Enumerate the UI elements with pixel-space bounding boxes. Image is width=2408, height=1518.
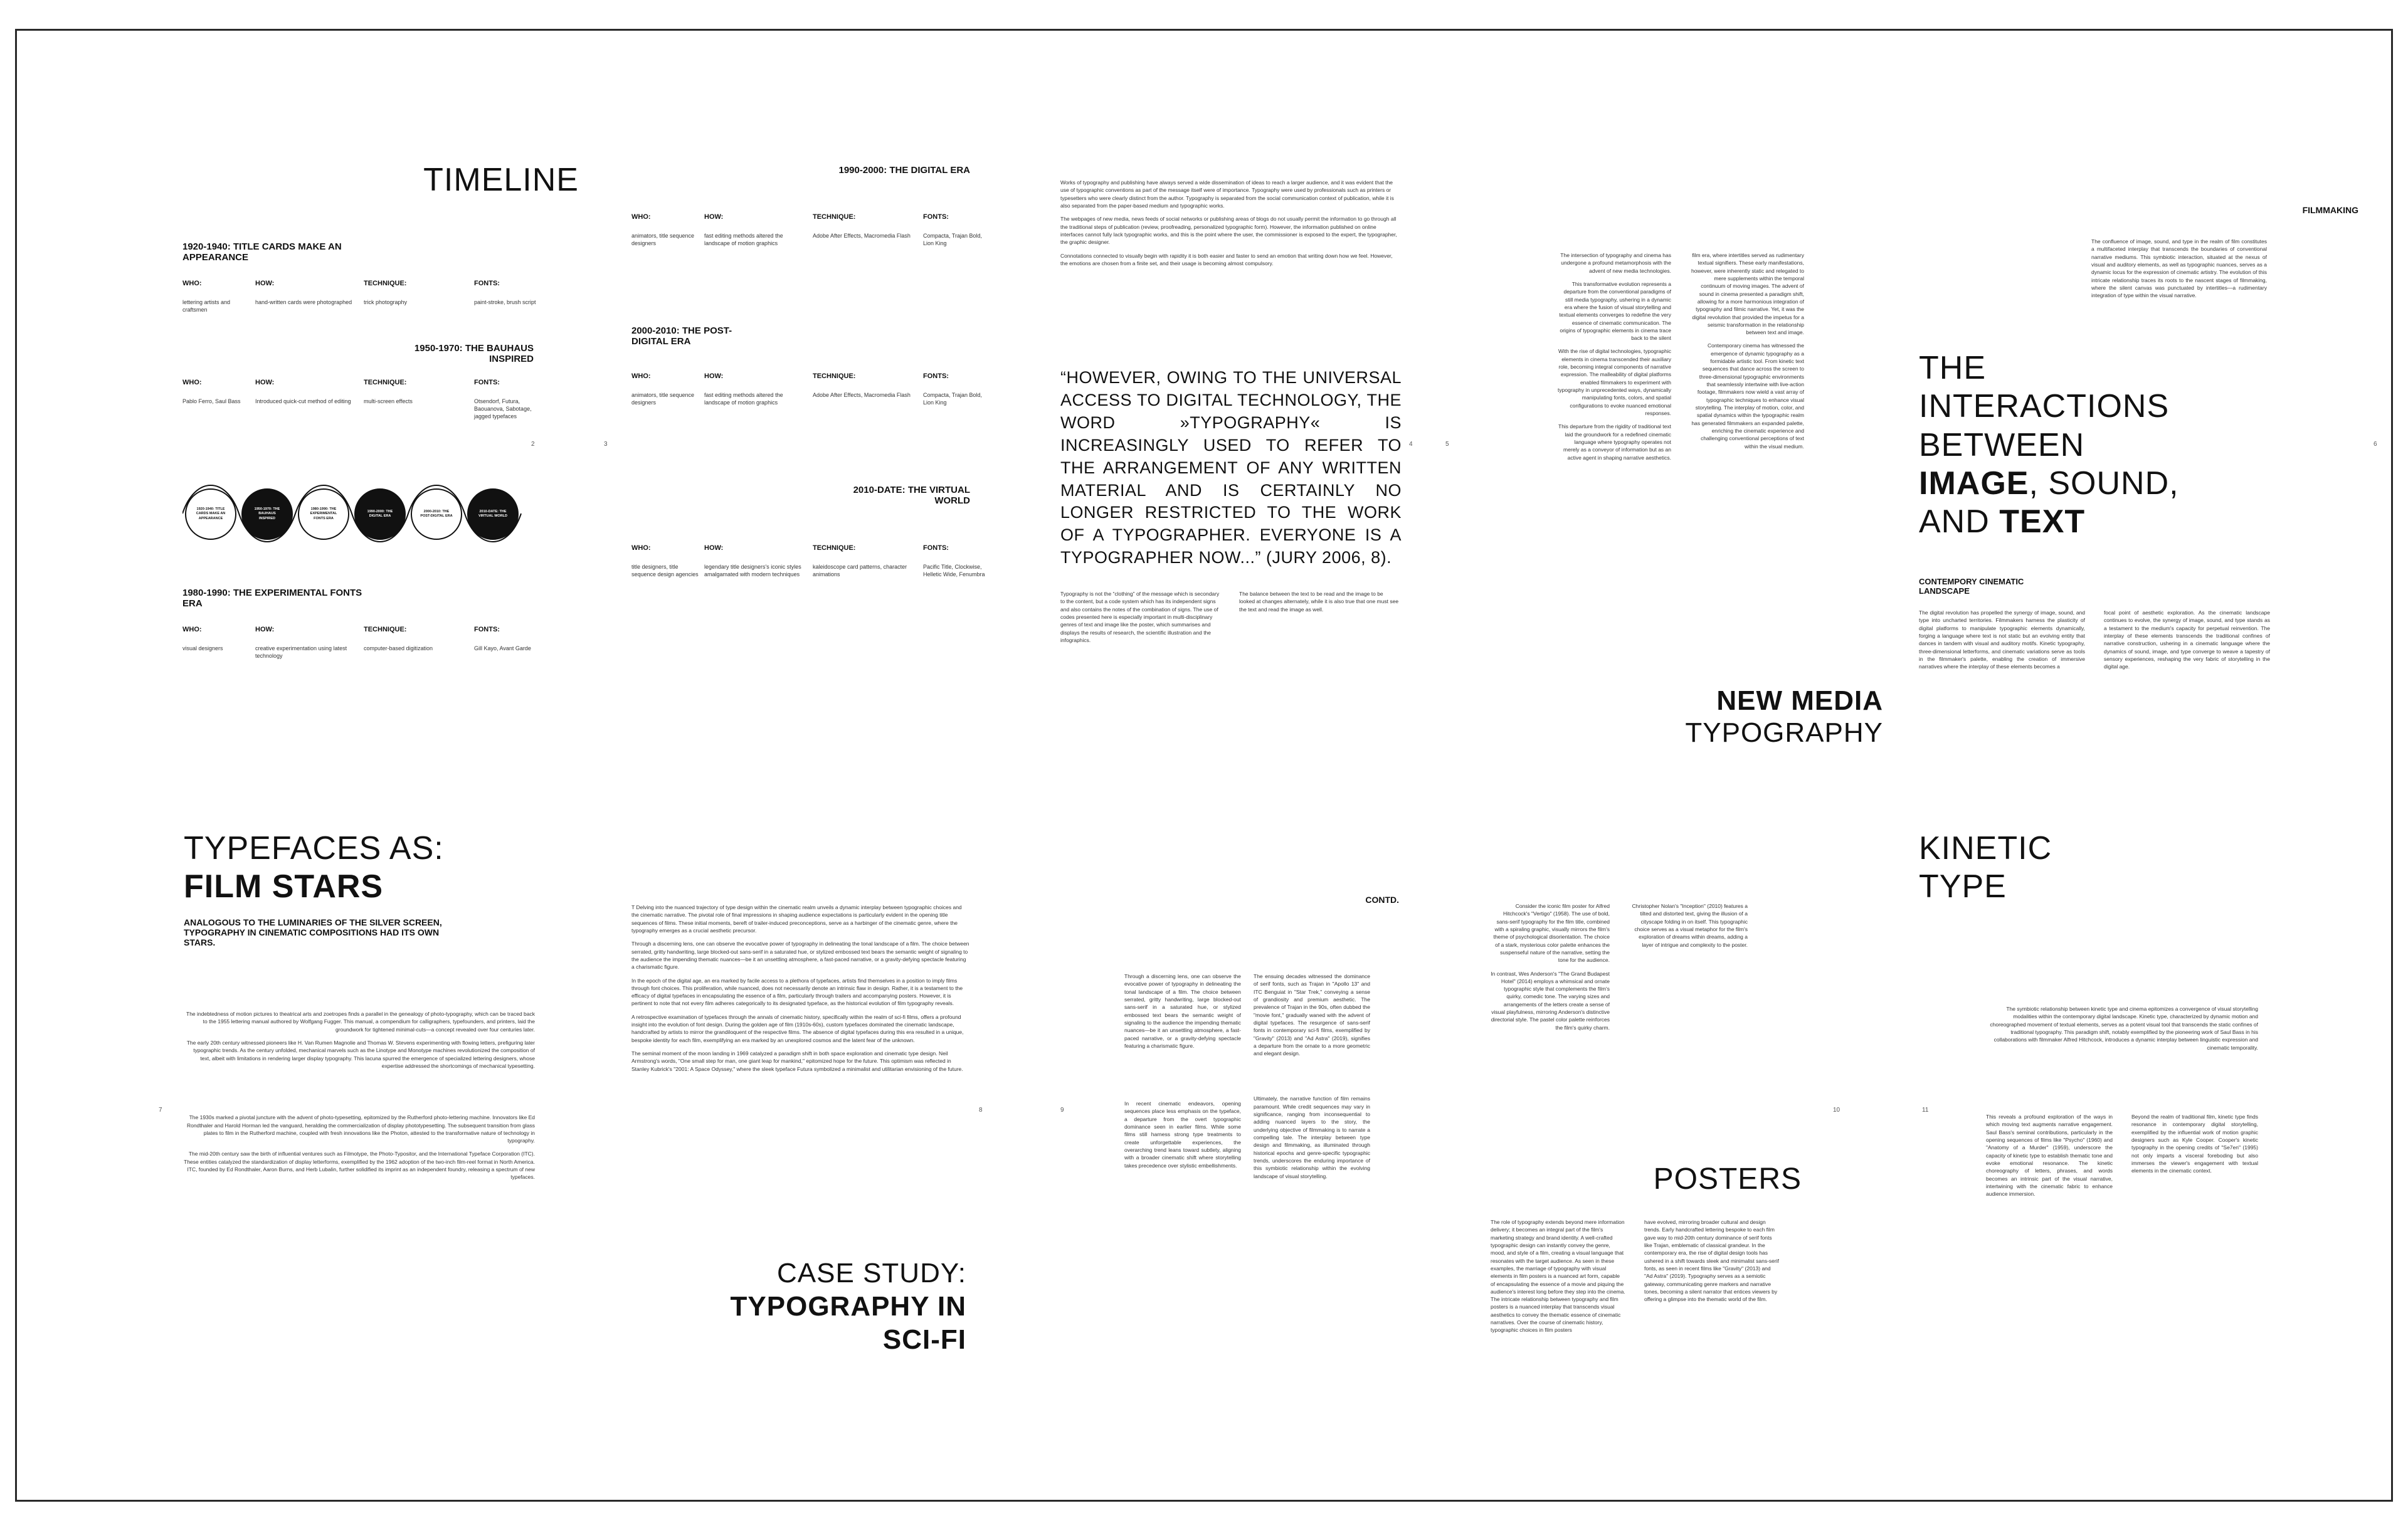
who-label: WHO: xyxy=(631,213,651,221)
paragraph: The early 20th century witnessed pioneers like H. Van Rumen Magnolie and Thomas W. Stevens experimenting with flowing letters, prefiguring later typographic trends. As the century unfolded, mechanical marvels such as the Linotype and Monotype machines revolutionized the composition of text, albeit with limitations in rendering larger display typography. This lacuna spurred the emergence of specialized lettering designers, whose expertise addressed the shortcomings of mechanical typesetting. xyxy=(186,1039,535,1069)
page-number: 10 xyxy=(1833,1107,1840,1114)
fonts-value: Gill Kayo, Avant Garde xyxy=(474,645,531,651)
title-light: CASE STUDY: xyxy=(777,1258,966,1289)
who-value: animators, title sequence designers xyxy=(631,233,695,247)
era-title: 1920-1940: TITLE CARDS MAKE AN APPEARANCE xyxy=(182,241,342,263)
technique-label: TECHNIQUE: xyxy=(364,279,407,287)
intro-text xyxy=(1060,179,1399,273)
title-line: AND xyxy=(1919,503,1990,540)
paragraph: In the epoch of the digital age, an era marked by facile access to a plethora of typefaces, artists find themselves in a position to imply films through font choices. This proliferation, while nuanced, does not necessarily denote an intrinsic flaw in design. Rather, it is a testament to the efficacy of digital typefaces in encapsulating the essence of a film, particularly through trailers and accompanying posters. However, it is pertinent to note that not every film adheres categorically to its designated typeface, as the historical evolution of film typography reveals. xyxy=(631,977,963,1007)
case-study-text xyxy=(631,904,970,1078)
title-line: THE xyxy=(1919,350,1986,386)
film-stars-text xyxy=(184,1010,535,1187)
page-kinetic-type xyxy=(1908,767,2393,1502)
era-1990 xyxy=(631,165,1008,248)
paragraph: This transformative evolution represents a departure from the conventional paradigms of still media typography, ushering in a dynamic era where the fusion of visual storytelling and textual elements converges to redefine the very essence of cinematic communication. The origins of typographic elements in cinema trace back to the silent xyxy=(1559,280,1671,342)
era-2010 xyxy=(631,485,1008,578)
column-left: Typography is not the “clothing” of the message which is secondary to the content, but a code system which has its independent signs and also contains the notes of the combination of signs. The use of codes presented here is especially important in multi-disciplinary genres of text and image like the poster, which summarises and displays the results of research, the scientific illustration and the infographics. xyxy=(1060,591,1220,643)
page-number: 8 xyxy=(979,1107,983,1114)
era-title: 2010-DATE: THE VIRTUAL WORLD xyxy=(853,485,970,507)
paragraph: T Delving into the nuanced trajectory of type design within the cinematic realm unveils a dynamic interplay between typographic choices and the cinematic narrative. The pivotal role of final impressions in shaping audience expectations is particularly evident in the opening title sequences of films. These initial moments, bereft of trailer-induced preconceptions, serve as a harbinger of the cinematic genre, where the typography emerges as a crucial aesthetic precursor. xyxy=(631,904,962,934)
column-right: have evolved, mirroring broader cultural and design trends. Early handcrafted lettering bespoke to each film gave way to mid-20th century dominance of serif fonts like Trajan, emblematic of classical grandeur. In the contemporary era, the rise of digital design tools has ushered in a shift towards sleek and minimalist sans-serif fonts, as seen in recent films like "Gravity" (2013) and "Ad Astra" (2019). Typography serves as a semiotic gateway, communicating genre markers and narrative tones, becoming a silent narrator that entices viewers by offering a glimpse into the thematic world of the film. xyxy=(1644,1219,1779,1303)
how-value: Introduced quick-cut method of editing xyxy=(255,398,351,404)
page-quote xyxy=(1048,31,1424,767)
page-number: 6 xyxy=(2374,441,2377,448)
quote-columns xyxy=(1060,590,1399,644)
era-title: 1990-2000: THE DIGITAL ERA xyxy=(838,165,970,176)
filmmaking-heading: FILMMAKING xyxy=(2302,205,2358,215)
how-label: HOW: xyxy=(704,544,724,552)
page-contd xyxy=(1048,767,1424,1502)
column-left: The role of typography extends beyond mere information delivery; it becomes an integral part of the film's marketing strategy and brand identity. A well-crafted typographic design can instantly convey the genre, mood, and style of a film, creating a visual language that resonates with the target audience. As seen in these examples, the marriage of typography with visual elements in film posters is a nuanced art form, capable of encapsulating the essence of a movie and piquing the audience's interest long before they step into the cinema. The intricate relationship between typography and film posters is a nuanced interplay that transcends visual aesthetics to convey the thematic essence of cinematic narratives. Over the course of cinematic history, typographic choices in film posters xyxy=(1491,1219,1625,1334)
page-interactions xyxy=(1908,31,2393,767)
interactions-title xyxy=(1919,349,2270,542)
fonts-label: FONTS: xyxy=(923,213,949,221)
era-1950 xyxy=(182,343,534,420)
how-label: HOW: xyxy=(255,279,275,287)
kinetic-intro: The symbiotic relationship between kinetic type and cinema epitomizes a convergence of visual storytelling modalities within the contemporary digital landscape. Kinetic type, characterized by dynamic motion and choreographed movement of textual elements, serves as a potent visual tool that transcends the static confines of traditional typography. This paradigm shift, notably exemplified by the pioneering work of Saul Bass in his collaborations with filmmaker Alfred Hitchcock, introduces a dynamic interplay between linguistic expression and cinematic temporality. xyxy=(1990,1006,2258,1051)
how-label: HOW: xyxy=(255,625,275,633)
who-label: WHO: xyxy=(182,378,202,386)
title-bold-image: IMAGE xyxy=(1919,465,2029,502)
column-b xyxy=(1690,251,1804,456)
page-number: 4 xyxy=(1409,441,1413,448)
page-digital-era xyxy=(579,31,1048,767)
fonts-label: FONTS: xyxy=(474,625,500,633)
paragraph: A retrospective examination of typefaces through the annals of cinematic history, specifically within the realm of sci-fi films, offers a profound insight into the evolution of font design. During the golden age of film (1910s-60s), custom typefaces dominated the cinematic landscape, handcrafted by artists to mirror the grandiloquent of the respective films. The absence of digital typefaces during this era resulted in a unique, bespoke identity for each film, exemplifying an era marked by an unexplored cosmos and the latent fear of the unknown. xyxy=(631,1013,964,1043)
case-study-title xyxy=(615,1257,966,1356)
title-line: , SOUND, xyxy=(2029,465,2179,502)
page-number: 9 xyxy=(1060,1107,1064,1114)
page-posters xyxy=(1424,767,1908,1502)
fonts-label: FONTS: xyxy=(923,372,949,380)
timeline-circle-1: 1920-1940: TITLE CARDS MAKE AN APPEARANCE xyxy=(185,488,236,540)
paragraph: The indebtedness of motion pictures to theatrical arts and zoetropes finds a parallel in the genealogy of photo-typography, which can be traced back to the 1955 lettering manual authored by Wolfgang Fugger. This manual, a compendium for calligraphers, typefounders, and printers, laid the groundwork for tightened minimal-cuts—a concept revealed over four centuries later. xyxy=(186,1011,535,1033)
fonts-label: FONTS: xyxy=(474,378,500,386)
fonts-value: Compacta, Trajan Bold, Lion King xyxy=(923,233,983,247)
who-value: Pablo Ferro, Saul Bass xyxy=(182,398,241,404)
column-a xyxy=(1491,902,1610,1037)
column-b xyxy=(1254,972,1370,1186)
who-value: lettering artists and craftsmen xyxy=(182,298,231,313)
paragraph: Contemporary cinema has witnessed the emergence of dynamic typography as a formidable artistic tool. From kinetic text sequences that dance across the screen to three-dimensional typographic environments that seamlessly intertwine with live-action footage, filmmakers now wield a vast array of typographic techniques to enhance visual storytelling. The interplay of motion, color, and spatial dynamics within the typographic realm has generated filmmakers an expanded palette, enriching the cinematic experience and challenging conventional perceptions of text within the visual medium. xyxy=(1691,342,1804,450)
technique-value: kaleidoscope card patterns, character animations xyxy=(813,563,907,577)
title-line: BETWEEN xyxy=(1919,426,2085,463)
paragraph: Through a discerning lens, one can observe the evocative power of typography in delineating the tonal landscape of a film. The choice between serrated, gritty handwriting, large blocked-out sans-serif in a saturated hue, or stylized embossed text bears the semantic weight of signaling to the audience the impending thematic nuances—be it an unsettling atmosphere, a fast-paced narrative, or a gravity-defying spectacle featuring a charismatic figure. xyxy=(631,941,969,971)
how-value: creative experimentation using latest technology xyxy=(255,645,347,659)
technique-value: computer-based digitization xyxy=(364,645,433,651)
column-right: The balance between the text to be read and the image to be looked at changes alternately, while it is also true that one must see the text and read the image as well. xyxy=(1239,591,1399,613)
technique-label: TECHNIQUE: xyxy=(813,213,856,221)
timeline-circle-5: 2000-2010: THE POST-DIGITAL ERA xyxy=(411,488,462,540)
technique-label: TECHNIQUE: xyxy=(364,378,407,386)
filmmaking-text: The confluence of image, sound, and type in the realm of film constitutes a multifaceted interplay that transcends the boundaries of conventional narrative mediums. This symbiotic interaction, situated at the nexus of visual and auditory elements, as well as typographic nuances, serves as a dynamic locus for the expression of cinematic artistry. The evolution of this intricate relationship traces its roots to the nascent stages of filmmaking, where the silent canvas was punctuated by intertitles—a rudimentary integration of type within the visual narrative. xyxy=(2091,238,2267,299)
page-new-media xyxy=(1424,31,1908,767)
fonts-value: paint-stroke, brush script xyxy=(474,298,536,305)
spread-sheet xyxy=(15,29,2393,1502)
technique-value: Adobe After Effects, Macromedia Flash xyxy=(813,391,911,398)
film-stars-title xyxy=(184,830,535,907)
intro-paragraph: The webpages of new media, news feeds of social networks or publishing areas of blogs do not usually permit the information to go through all the traditional steps of publication (review, proofreading, personalized typographic form). However, the information published on online interfaces cannot fully lack typographic works, and this is the point where the user, the commissioner is exposed to the expert, the typographer, the graphic designer. xyxy=(1060,216,1397,246)
timeline-circle-4: 1990-2000: THE DIGITAL ERA xyxy=(354,488,406,540)
title-line: INTERACTIONS xyxy=(1919,388,2170,425)
intro-paragraph: Connotations connected to visually begin with rapidity it is both easier and faster to send an emotion that writing down how we feel. However, the emotions are chosen from a finite set, and their usage is becoming almost compulsory. xyxy=(1060,252,1393,266)
new-media-title xyxy=(1582,685,1883,749)
paragraph: The intersection of typography and cinema has undergone a profound metamorphosis with the advent of new media technologies. xyxy=(1560,252,1671,274)
paragraph: The seminal moment of the moon landing in 1969 catalyzed a paradigm shift in both space exploration and cinematic type design. Neil Armstrong's words, "One small step for man, one giant leap for mankind," epitomized hope for the future. This optimism was reflected in Stanley Kubrick's "2001: A Space Odyssey," where the sleek typeface Futura symbolized a minimalist and utilitarian envisioning of the future. xyxy=(631,1050,963,1072)
column-b: Christopher Nolan's "Inception" (2010) features a tilted and distorted text, giving the illusion of a cityscape folding in on itself. This typographic choice serves as a visual metaphor for the film's exploration of dreams within dreams, adding a layer of intrigue and complexity to the poster. xyxy=(1632,903,1748,948)
fonts-value: Pacific Title, Clockwise, Helletic Wide, Fenumbra xyxy=(923,563,985,577)
era-1920 xyxy=(182,241,534,314)
posters-title: POSTERS xyxy=(1653,1162,1802,1196)
title-light: TYPOGRAPHY xyxy=(1685,717,1883,748)
page-number: 3 xyxy=(604,441,608,448)
column-right: focal point of aesthetic exploration. As the cinematic landscape continues to evolve, the synergy of image, sound, and type stands as a testament to the medium's capacity for perpetual reinvention. The interplay of these elements transcends the traditional confines of narrative construction, ushering in a cinematic language where the dynamics of sound, image, and type converge to weave a tapestry of sensory experiences, reshaping the very fabric of storytelling in the digital age. xyxy=(2104,609,2270,670)
film-stars-subtitle: ANALOGOUS TO THE LUMINARIES OF THE SILVER SCREEN, TYPOGRAPHY IN CINEMATIC COMPOSITIONS HAD ITS OWN STARS. xyxy=(184,917,442,948)
paragraph: In recent cinematic endeavors, opening sequences place less emphasis on the typeface, a departure from the overt typographic dominance seen in earlier films. While some films still harness strong type treatments to create unforgettable experiences, the overarching trend leans toward subtlety, aligning with a broader cinematic shift where storytelling takes precedence over stylistic embellishments. xyxy=(1124,1100,1241,1169)
paragraph: Consider the iconic film poster for Alfred Hitchcock's "Vertigo" (1958). The use of bold, sans-serif typography for the film title, combined with a spiraling graphic, visually mirrors the film's theme of psychological disorientation. The choice of a stark, mysterious color palette enhances the suspenseful nature of the narrative, setting the tone for the audience. xyxy=(1493,903,1610,964)
paragraph: The ensuing decades witnessed the dominance of serif fonts, such as Trajan in "Apollo 13" and ITC Benguiat in "Star Trek," conveying a sense of grandiosity and premium aesthetic. The prevalence of Trajan in the 90s, often dubbed the "movie font," gradually waned with the advent of digital typefaces. The resurgence of sans-serif fonts in contemporary sci-fi films, exemplified by "Gravity" (2013) and "Ad Astra" (2019), signifies a departure from the ornate to a more geometric and elegant design. xyxy=(1254,973,1370,1057)
era-title: 1950-1970: THE BAUHAUS INSPIRED xyxy=(414,343,534,365)
paragraph: Ultimately, the narrative function of film remains paramount. While credit sequences may vary in significance, ranging from inconsequential to adding nuanced layers to the story, the underlying objective of filmmaking is to narrate a compelling tale. The interplay between type design and filmmaking, as illuminated through historical epochs and genre-specific typographic trends, underscores the enduring importance of this symbiotic relationship within the evolving landscape of visual storytelling. xyxy=(1254,1095,1370,1179)
posters-columns xyxy=(1491,1218,1779,1334)
page-number: 5 xyxy=(1445,441,1449,448)
who-value: title designers, title sequence design agencies xyxy=(631,563,699,577)
title-bold: SCI-FI xyxy=(882,1324,966,1355)
page-timeline xyxy=(17,31,579,767)
page-number: 7 xyxy=(159,1107,162,1114)
how-value: fast editing methods altered the landscape of motion graphics xyxy=(704,391,783,406)
who-label: WHO: xyxy=(631,372,651,380)
technique-label: TECHNIQUE: xyxy=(813,372,856,380)
how-label: HOW: xyxy=(255,378,275,386)
timeline-circle-6: 2010-DATE: THE VIRTUAL WORLD xyxy=(467,488,519,540)
how-label: HOW: xyxy=(704,372,724,380)
page-film-stars xyxy=(17,767,579,1502)
page-number: 11 xyxy=(1922,1107,1929,1114)
how-value: hand-written cards were photographed xyxy=(255,298,352,305)
timeline-title: TIMELINE xyxy=(423,162,579,198)
title-line: TYPE xyxy=(1919,868,2007,905)
era-2000 xyxy=(631,325,1008,406)
page-number: 2 xyxy=(531,441,535,448)
fonts-label: FONTS: xyxy=(474,279,500,287)
era-1980 xyxy=(182,588,534,660)
fonts-label: FONTS: xyxy=(923,544,949,552)
intro-paragraph: Works of typography and publishing have always served a wide dissemination of ideas to reach a larger audience, and it was evident that the use of typographic conventions as part of the message itself were of importance. Typography were used by professionals such as printers or typesetters who were clearly distinct from the author. Typography is separated from the social communication context of publication, while it is also separated from the paper-based medium and typographic works. xyxy=(1060,179,1394,209)
technique-value: multi-screen effects xyxy=(364,398,413,404)
fonts-value: Otsendorf, Futura, Baouanova, Sabotage, jagged typefaces xyxy=(474,398,532,419)
who-value: animators, title sequence designers xyxy=(631,391,695,406)
era-title: 2000-2010: THE POST-DIGITAL ERA xyxy=(631,325,732,347)
paragraph: In contrast, Wes Anderson's "The Grand Budapest Hotel" (2014) employs a whimsical and ornate typographic style that complements the film's quirky, comedic tone. The varying sizes and arrangements of the letters create a sense of visual playfulness, mirroring Anderson's distinctive directorial style. The pastel color palette reinforces the film's quirky charm. xyxy=(1491,970,1610,1031)
kinetic-columns xyxy=(1986,1113,2258,1198)
title-bold: FILM STARS xyxy=(184,868,384,905)
technique-label: TECHNIQUE: xyxy=(364,625,407,633)
column-left: This reveals a profound exploration of the ways in which moving text augments narrative engagement. Saul Bass's seminal contributions, particularly in the opening sequences of films like "Psycho" (1960) and "Anatomy of a Murder" (1959), underscore the capacity of kinetic type to establish thematic tone and evoke emotional resonance. The kinetic choreography of letters, phrases, and words becomes an intrinsic part of the visual narrative, intertwining with the cinematic fabric to enhance audience immersion. xyxy=(1986,1114,2113,1198)
how-label: HOW: xyxy=(704,213,724,221)
paragraph: This departure from the rigidity of traditional text laid the groundwork for a redefined cinematic language where typography operates not merely as a conveyor of information but as an active agent in shaping narrative aesthetics. xyxy=(1558,423,1671,461)
timeline-circle-3: 1980-1990: THE EXPERIMENTAL FONTS ERA xyxy=(298,488,349,540)
column-a xyxy=(1124,972,1241,1175)
page-case-study xyxy=(579,767,1048,1502)
technique-value: Adobe After Effects, Macromedia Flash xyxy=(813,233,911,240)
paragraph: film era, where intertitles served as rudimentary textual signifiers. These early manifestations, however, were inherently static and relegated to mere supplements within the temporal continuum of moving images. The advent of sound in cinema presented a paradigm shift, allowing for a more harmonious integration of typography and filmic narrative. Yet, it was the digital revolution that provided the impetus for a seismic transformation in the relationship between text and image. xyxy=(1691,252,1804,336)
column-right: Beyond the realm of traditional film, kinetic type finds resonance in contemporary digital storytelling, exemplified by the influential work of motion graphic designers such as Kyle Cooper. Cooper's kinetic typography in the opening credits of "Se7en" (1995) not only imparts a visceral foreboding but also immerses the viewer's engagement with textual elements in the cinematic context. xyxy=(2131,1114,2258,1174)
kinetic-title xyxy=(1919,830,2170,907)
landscape-heading: CONTEMPORY CINEMATIC LANDSCAPE xyxy=(1919,577,2024,596)
title-bold: NEW MEDIA xyxy=(1716,685,1883,716)
timeline-circle-2: 1950-1970: THE BAUHAUS INSPIRED xyxy=(241,488,293,540)
who-label: WHO: xyxy=(631,544,651,552)
contd-heading: CONTD. xyxy=(1365,895,1399,905)
paragraph: Through a discerning lens, one can observe the evocative power of typography in delineating the tonal landscape of a film. The choice between serrated, gritty handwriting, large blocked-out sans-serif in a saturated hue, or stylized embossed text bears the semantic weight of signaling to the audience the impending thematic nuances—be it an unsettling atmosphere, a fast-paced narrative, or a gravity-defying spectacle featuring a charismatic figure. xyxy=(1124,973,1241,1049)
title-light: TYPEFACES AS: xyxy=(184,830,444,867)
column-a xyxy=(1557,251,1671,467)
column-left: The digital revolution has propelled the synergy of image, sound, and type into uncharted territories. Filmmakers harness the plasticity of digital platforms to manipulate typographic elements dynamically, forging a language where text is not static but an evolving entity that dances in tandem with visual and auditory motifs. Kinetic typography, three-dimensional letterforms, and cinematic variations serve as tools in the filmmaker's palette, enabling the creation of immersive narratives where the interplay of these elements becomes a xyxy=(1919,609,2085,670)
how-value: legendary title designers's iconic styles amalgamated with modern techniques xyxy=(704,563,801,577)
who-label: WHO: xyxy=(182,625,202,633)
paragraph: With the rise of digital technologies, typographic elements in cinema transcended their auxiliary role, becoming integral components of narrative expression. The malleability of digital platforms enabled filmmakers to experiment with typography in unprecedented ways, dynamically manipulating fonts, colors, and spatial configurations to evoke nuanced emotional responses. xyxy=(1558,348,1671,416)
how-value: fast editing methods altered the landscape of motion graphics xyxy=(704,233,783,247)
pull-quote: “HOWEVER, OWING TO THE UNIVERSAL ACCESS TO DIGITAL TECHNOLOGY, THE WORD »TYPOGRAPHY« IS INCREASINGLY USED TO REFER TO THE ARRANGEMENT OF ANY WRITTEN MATERIAL AND IS CERTAINLY NO LONGER RESTRICTED TO THE WORK OF A TYPOGRAPHER. EVERYONE IS A TYPOGRAPHER NOW...” (JURY 2006, 8). xyxy=(1060,368,1402,567)
who-value: visual designers xyxy=(182,645,223,651)
fonts-value: Compacta, Trajan Bold, Lion King xyxy=(923,391,983,406)
paragraph: The 1930s marked a pivotal juncture with the advent of photo-typesetting, epitomized by the Rutherford photo-lettering machine. Innovators like Ed Rondthaler and Harold Horman led the vanguard, heralding the commercialization of display phototypesetting. The subsequent transition from glass plates to film in the Rutherford machine, coupled with fresh innovations like the Photon, attested to the transformative nature of technology in typography. xyxy=(186,1114,535,1144)
technique-label: TECHNIQUE: xyxy=(813,544,856,552)
era-title: 1980-1990: THE EXPERIMENTAL FONTS ERA xyxy=(182,588,362,609)
title-bold: TYPOGRAPHY IN xyxy=(730,1290,966,1322)
title-bold-text: TEXT xyxy=(1999,503,2086,540)
landscape-columns xyxy=(1919,609,2270,671)
paragraph: The mid-20th century saw the birth of influential ventures such as Filmotype, the Photo-Typositor, and the International Typeface Corporation (ITC). These entities catalyzed the standardization of display letterforms, exemplified by the 1962 adoption of the two-inch film-reel format in North America. ITC, founded by Ed Rondthaler, Aaron Burns, and Herb Lubalin, further solidified its imprint as an independent foundry, releasing a spectrum of new typefaces. xyxy=(184,1151,535,1181)
who-label: WHO: xyxy=(182,279,202,287)
title-line: KINETIC xyxy=(1919,830,2052,867)
technique-value: trick photography xyxy=(364,298,408,305)
